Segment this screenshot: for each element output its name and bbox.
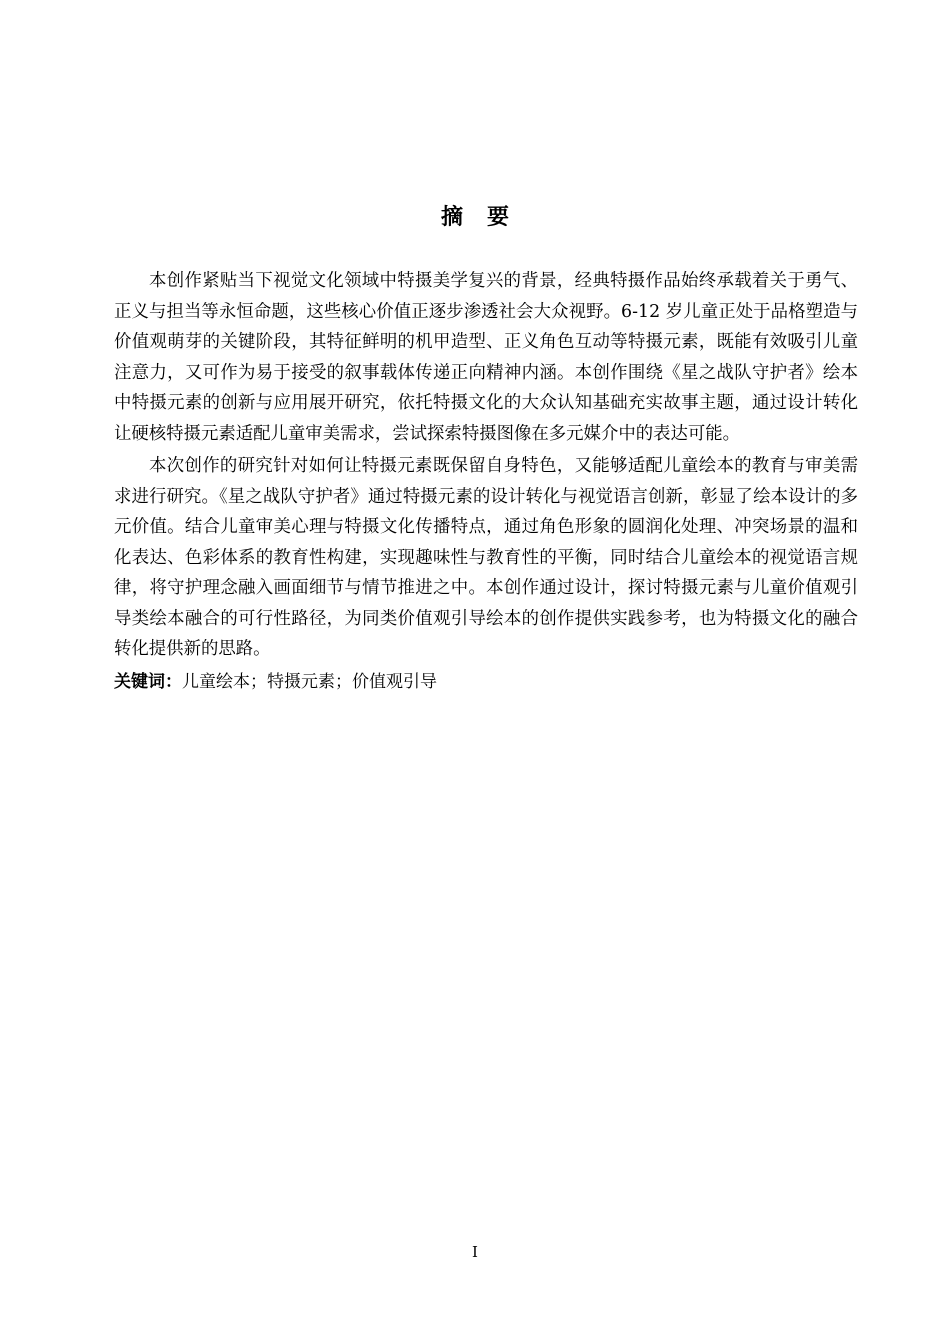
keywords-label: 关键词： <box>114 671 182 692</box>
keywords-line <box>114 667 858 698</box>
abstract-paragraph-2: 本次创作的研究针对如何让特摄元素既保留自身特色，又能够适配儿童绘本的教育与审美需求进行研究。《星之战队守护者》通过特摄元素的设计转化与视觉语言创新，彰显了绘本设计的多元价值。结合儿童审美心理与特摄文化传播特点，通过角色形象的圆润化处理、冲突场景的温和化表达、色彩体系的教育性构建，实现趣味性与教育性的平衡，同时结合儿童绘本的视觉语言规律，将守护理念融入画面细节与情节推进之中。本创作通过设计，探讨特摄元素与儿童价值观引导类绘本融合的可行性路径，为同类价值观引导绘本的创作提供实践参考，也为特摄文化的融合转化提供新的思路。 <box>114 456 858 659</box>
abstract-paragraph-1: 本创作紧贴当下视觉文化领域中特摄美学复兴的背景，经典特摄作品始终承载着关于勇气、正义与担当等永恒命题，这些核心价值正逐步渗透社会大众视野。6-12 岁儿童正处于品格塑造与价值观萌芽的关键阶段，其特征鲜明的机甲造型、正义角色互动等特摄元素，既能有效吸引儿童注意力，又可作为易于接受的叙事载体传递正向精神内涵。本创作围绕《星之战队守护者》绘本中特摄元素的创新与应用展开研究，依托特摄文化的大众认知基础充实故事主题，通过设计转化让硬核特摄元素适配儿童审美需求，尝试探索特摄图像在多元媒介中的表达可能。 <box>114 271 858 444</box>
keywords-values: 儿童绘本；特摄元素；价值观引导 <box>182 671 437 692</box>
page-number: I <box>472 1243 478 1261</box>
abstract-body <box>114 266 858 697</box>
page-title: 摘要 <box>440 205 533 230</box>
